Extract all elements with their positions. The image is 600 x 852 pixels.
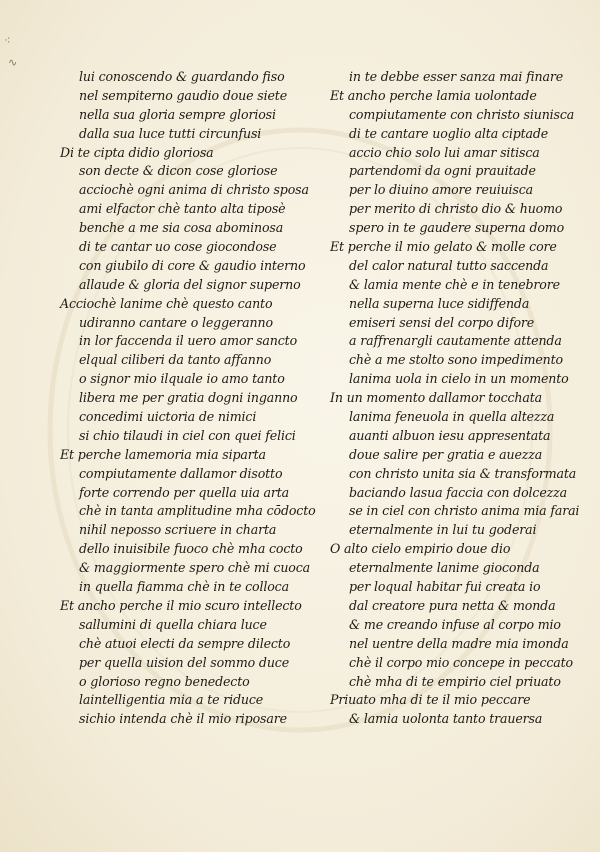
verse-line: emiseri sensi del corpo difore [349,314,535,330]
verse-line: nihil neposso scriuere in charta [79,522,277,538]
margin-mark: ∿ [8,56,18,69]
verse-line: o glorioso regno benedecto [79,673,250,689]
verse-line: forte correndo per quella uia arta [79,484,290,500]
verse-line: Et ancho perche lamia uolontade [330,87,537,103]
verse-line: & lamia uolonta tanto trauersa [349,711,543,727]
verse-line: compiutamente dallamor disotto [79,465,283,481]
verse-line: chè mha di te empirio ciel priuato [349,673,561,689]
verse-line: & maggiormente spero chè mi cuoca [79,560,310,576]
verse-line: ami elfactor chè tanto alta tiposè [79,201,286,217]
verse-line: chè il corpo mio concepe in peccato [349,654,573,670]
verse-line: son decte & dicon cose gloriose [79,163,278,179]
verse-line: in te debbe esser sanza mai finare [349,69,563,84]
verse-line: sichio intenda chè il mio riposare [79,711,287,727]
verse-line: Di te cipta didio gloriosa [60,144,214,160]
verse-line: & lamia mente chè e in tenebrore [349,276,560,292]
verse-line: se in ciel con christo anima mia farai [349,503,580,519]
verse-line: concedimi uictoria de nimici [79,409,257,425]
verse-line: per lo diuino amore reuiuisca [349,182,534,198]
verse-line: accio chio solo lui amar sitisca [349,144,540,160]
verse-line: nella superna luce sidiffenda [349,295,530,311]
left-column [60,68,325,729]
verse-line: auanti albuon iesu appresentata [349,427,551,443]
verse-line: o signor mio ilquale io amo tanto [79,371,285,387]
verse-line: per merito di christo dio & huomo [349,201,563,217]
verse-line: con giubilo di core & gaudio interno [79,257,306,273]
verse-line: acciochè ogni anima di christo sposa [79,182,309,198]
verse-line: partendomi da ogni prauitade [349,163,536,179]
verse-line: con christo unita sia & transformata [349,465,577,481]
verse-line: in lor faccenda il uero amor sancto [79,333,298,349]
verse-line: chè in tanta amplitudine mha cōdocto [79,503,316,519]
verse-line: nel sempiterno gaudio doue siete [79,87,287,103]
verse-line: Et perche il mio gelato & molle core [330,239,557,255]
verse-line: In un momento dallamor tocchata [330,390,542,406]
verse-line: compiutamente con christo siunisca [349,106,575,122]
verse-line: di te cantare uoglio alta ciptade [349,125,549,141]
verse-line: udiranno cantare o leggeranno [79,314,273,330]
verse-line: per loqual habitar fui creata io [349,579,541,595]
verse-line: in quella fiamma chè in te colloca [79,579,289,595]
verse-line: Et perche lamemoria mia siparta [60,446,266,462]
verse-line: sallumini di quella chiara luce [79,616,267,632]
verse-line: spero in te gaudere superna domo [349,220,565,236]
right-column [330,68,590,729]
verse-line: dal creatore pura netta & monda [349,597,556,613]
verse-line: Priuato mha di te il mio peccare [330,692,531,708]
verse-line: a raffrenargli cautamente attenda [349,333,562,349]
verse-line: laintelligentia mia a te riduce [79,692,264,708]
verse-line: chè atuoi electi da sempre dilecto [79,635,291,651]
verse-line: lui conoscendo & guardando fiso [79,69,285,84]
verse-line: lanima uola in cielo in un momento [349,371,569,387]
verse-line: per quella uision del sommo duce [79,654,289,670]
verse-line: Acciochè lanime chè questo canto [60,295,273,311]
verse-line: & me creando infuse al corpo mio [349,616,561,632]
verse-line: allaude & gloria del signor superno [79,276,301,292]
margin-mark: ⁖ [4,34,11,47]
verse-line: dello inuisibile fuoco chè mha cocto [79,541,303,557]
verse-line: baciando lasua faccia con dolcezza [349,484,567,500]
verse-line: eternalmente lanime gioconda [349,560,540,576]
verse-line: nel uentre della madre mia imonda [349,635,569,651]
verse-line: lanima feneuola in quella altezza [349,409,555,425]
verse-line: di te cantar uo cose giocondose [79,239,277,255]
verse-line: eternalmente in lui tu goderai [349,522,537,538]
verse-line: doue salire per gratia e auezza [349,446,543,462]
verse-line: dalla sua luce tutti circunfusi [79,125,262,141]
verse-line: elqual ciliberi da tanto affanno [79,352,272,368]
verse-line: benche a me sia cosa abominosa [79,220,284,236]
verse-line: Et ancho perche il mio scuro intellecto [60,597,302,613]
verse-line: chè a me stolto sono impedimento [349,352,563,368]
verse-line: si chio tilaudi in ciel con quei felici [79,427,296,443]
verse-line: O alto cielo empirio doue dio [330,541,511,557]
verse-line: libera me per gratia dogni inganno [79,390,298,406]
verse-line: nella sua gloria sempre gloriosi [79,106,276,122]
verse-line: del calor natural tutto saccenda [349,257,549,273]
